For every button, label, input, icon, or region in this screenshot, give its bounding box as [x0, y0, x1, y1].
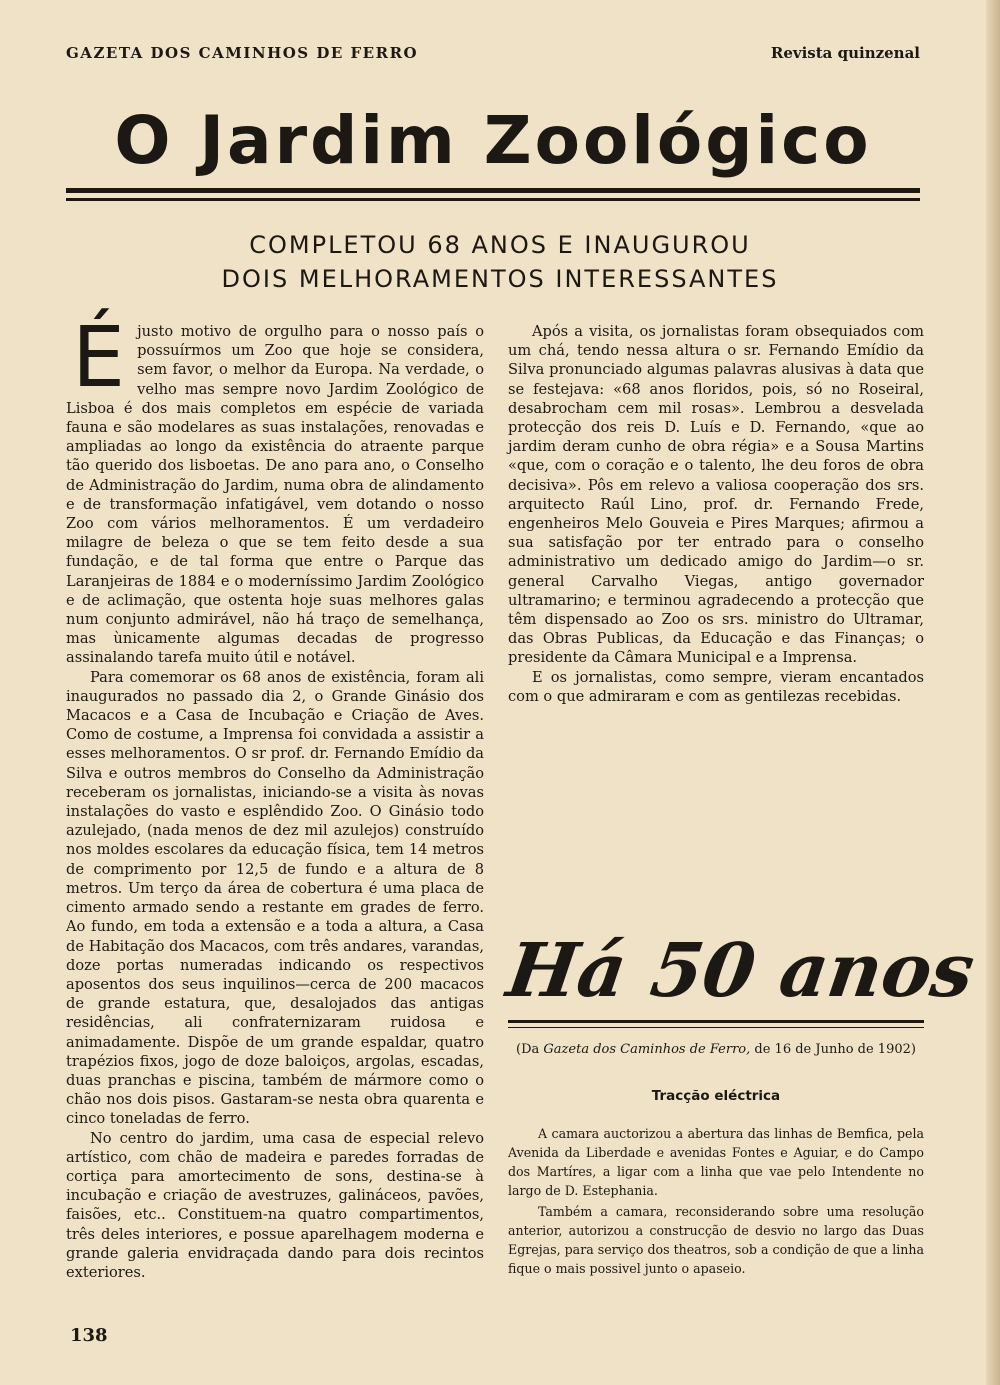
source-prefix: (Da — [516, 1042, 544, 1057]
paragraph-1-text: justo motivo de orgulho para o nosso país o possuírmos um Zoo que hoje se considera, sem favor, o melhor da Europa. Na verdade, o velho mas sempre novo Jardim Zoológico de Lisboa é dos mais completos em espécie de variada fauna e são modelares as suas instalações, renovadas e ampliadas ao longo da existência do atraente parque tão querido dos lisboetas. De ano para ano, o Conselho de Administração do Jardim, numa obra de alindamento e de transformação infatigável, vem dotando o nosso Zoo com vários melhoramentos. É um verdadeiro milagre de beleza o que se tem feito desde a sua fundação, e de tal forma que entre o Parque das Laranjeiras de 1884 e o moderníssimo Jardim Zoológico e de aclimação, que ostenta hoje suas melhores galas num conjunto admirável, não há traço de semelhança, mas ùnicamente algumas decadas de progresso assinalando tarefa muito útil e notável. — [66, 323, 484, 667]
article-column-right — [508, 322, 924, 706]
article-column-left — [66, 308, 484, 1282]
running-header-publication: GAZETA DOS CAMINHOS DE FERRO — [66, 44, 419, 62]
source-publication: Gazeta dos Caminhos de Ferro, — [543, 1042, 751, 1057]
subtitle-line-2: DOIS MELHORAMENTOS INTERESSANTES — [221, 265, 779, 293]
ha50-text — [508, 1124, 924, 1280]
title-rule-top — [66, 188, 920, 193]
title-rule-bottom — [66, 198, 920, 201]
page-number: 138 — [70, 1325, 108, 1346]
drop-cap: É — [72, 308, 126, 406]
running-header-frequency: Revista quinzenal — [770, 44, 920, 62]
ha-50-anos-heading: Há 50 anos — [501, 928, 980, 1014]
article-paragraph-5: E os jornalistas, como sempre, vieram encantados com o que admiraram e com as gentilezas recebidas. — [508, 668, 924, 705]
article-paragraph-4: Após a visita, os jornalistas foram obsequiados com um chá, tendo nessa altura o sr. Fernando Emídio da Silva pronunciado algumas palavras alusivas à data que se festejava: «68 anos floridos, pois, só no Roseiral, desabrocham cem mil rosas». Lembrou a desvelada protecção dos reis D. Luís e D. Fernando, «que ao jardim deram cunho de obra régia» e a Sousa Martins «que, com o coração e o talento, lhe deu foros de obra decisiva». Pôs em relevo a valiosa cooperação dos srs. arquitecto Raúl Lino, prof. dr. Fernando Frede, engenheiros Melo Gouveia e Pires Marques; afirmou a sua satisfação por ter entrado para o conselho administrativo um dedicado amigo do Jardim—o sr. general Carvalho Viegas, antigo governador ultramarino; e terminou agradecendo a protecção que têm dispensado ao Zoo os srs. ministro do Ultramar, das Obras Publicas, da Educação e das Finanças; o presidente da Câmara Municipal e a Imprensa. — [508, 323, 924, 667]
article-title: O Jardim Zoológico — [114, 102, 872, 179]
ha50-paragraph-1: A camara auctorizou a abertura das linhas de Bemfica, pela Avenida da Liberdade e avenidas Fontes e Aguiar, e do Campo dos Martíres, a ligar com a linha que vae pelo Intendente no largo de D. Estephania. — [508, 1126, 924, 1198]
ha50-rule-bottom — [508, 1027, 924, 1028]
subtitle-line-1: COMPLETOU 68 ANOS E INAUGUROU — [249, 231, 751, 259]
ha50-paragraph-2: Também a camara, reconsiderando sobre uma resolução anterior, autorizou a construcção de desvio no largo das Duas Egrejas, para serviço dos theatros, sob a condição de que a linha fique o mais possivel junto o apaseio. — [508, 1204, 924, 1276]
ha50-source-line — [508, 1042, 924, 1057]
article-subtitle — [130, 228, 870, 296]
ha50-rule-top — [508, 1020, 924, 1023]
source-date: de 16 de Junho de 1902) — [750, 1042, 916, 1057]
article-paragraph-1 — [66, 308, 484, 668]
article-paragraph-2: Para comemorar os 68 anos de existência, foram ali inaugurados no passado dia 2, o Grande Ginásio dos Macacos e a Casa de Incubação e Criação de Aves. Como de costume, a Imprensa foi convidada a assistir a esses melhoramentos. O sr prof. dr. Fernando Emídio da Silva e outros membros do Conselho da Administração receberam os jornalistas, iniciando-se a visita às novas instalações do vasto e esplêndido Zoo. O Ginásio todo azulejado, (nada menos de dez mil azulejos) construído nos moldes escolares da educação física, tem 14 metros de comprimento por 12,5 de fundo e a altura de 8 metros. Um terço da área de cobertura é uma placa de cimento armado sendo a restante em grades de ferro. Ao fundo, em toda a extensão e a toda a altura, a Casa de Habitação dos Macacos, com três andares, varandas, doze portas numeradas indicando os respectivos aposentos dos seus inquilinos—cerca de 200 macacos de grande estatura, que, desalojados das antigas residências, ali confraternizaram ruidosa e animadamente. Dispõe de um grande espaldar, quatro trapézios fixos, jogo de doze baloiços, argolas, escadas, duas pranchas e piscina, também de mármore como o chão nos dois pisos. Gastaram-se nesta obra quarenta e cinco toneladas de ferro. — [66, 668, 484, 1128]
ha50-section-title: Tracção eléctrica — [651, 1088, 781, 1104]
page-edge — [986, 0, 1000, 1385]
article-paragraph-3: No centro do jardim, uma casa de especial relevo artístico, com chão de madeira e paredes forradas de cortiça para amortecimento de sons, destina-se à incubação e criação de avestruzes, galináceos, pavões, faisões, etc.. Constituem-na quatro compartimentos, três deles interiores, e possue aparelhagem moderna e grande galeria envidraçada dando para dois recintos exteriores. — [66, 1129, 484, 1281]
